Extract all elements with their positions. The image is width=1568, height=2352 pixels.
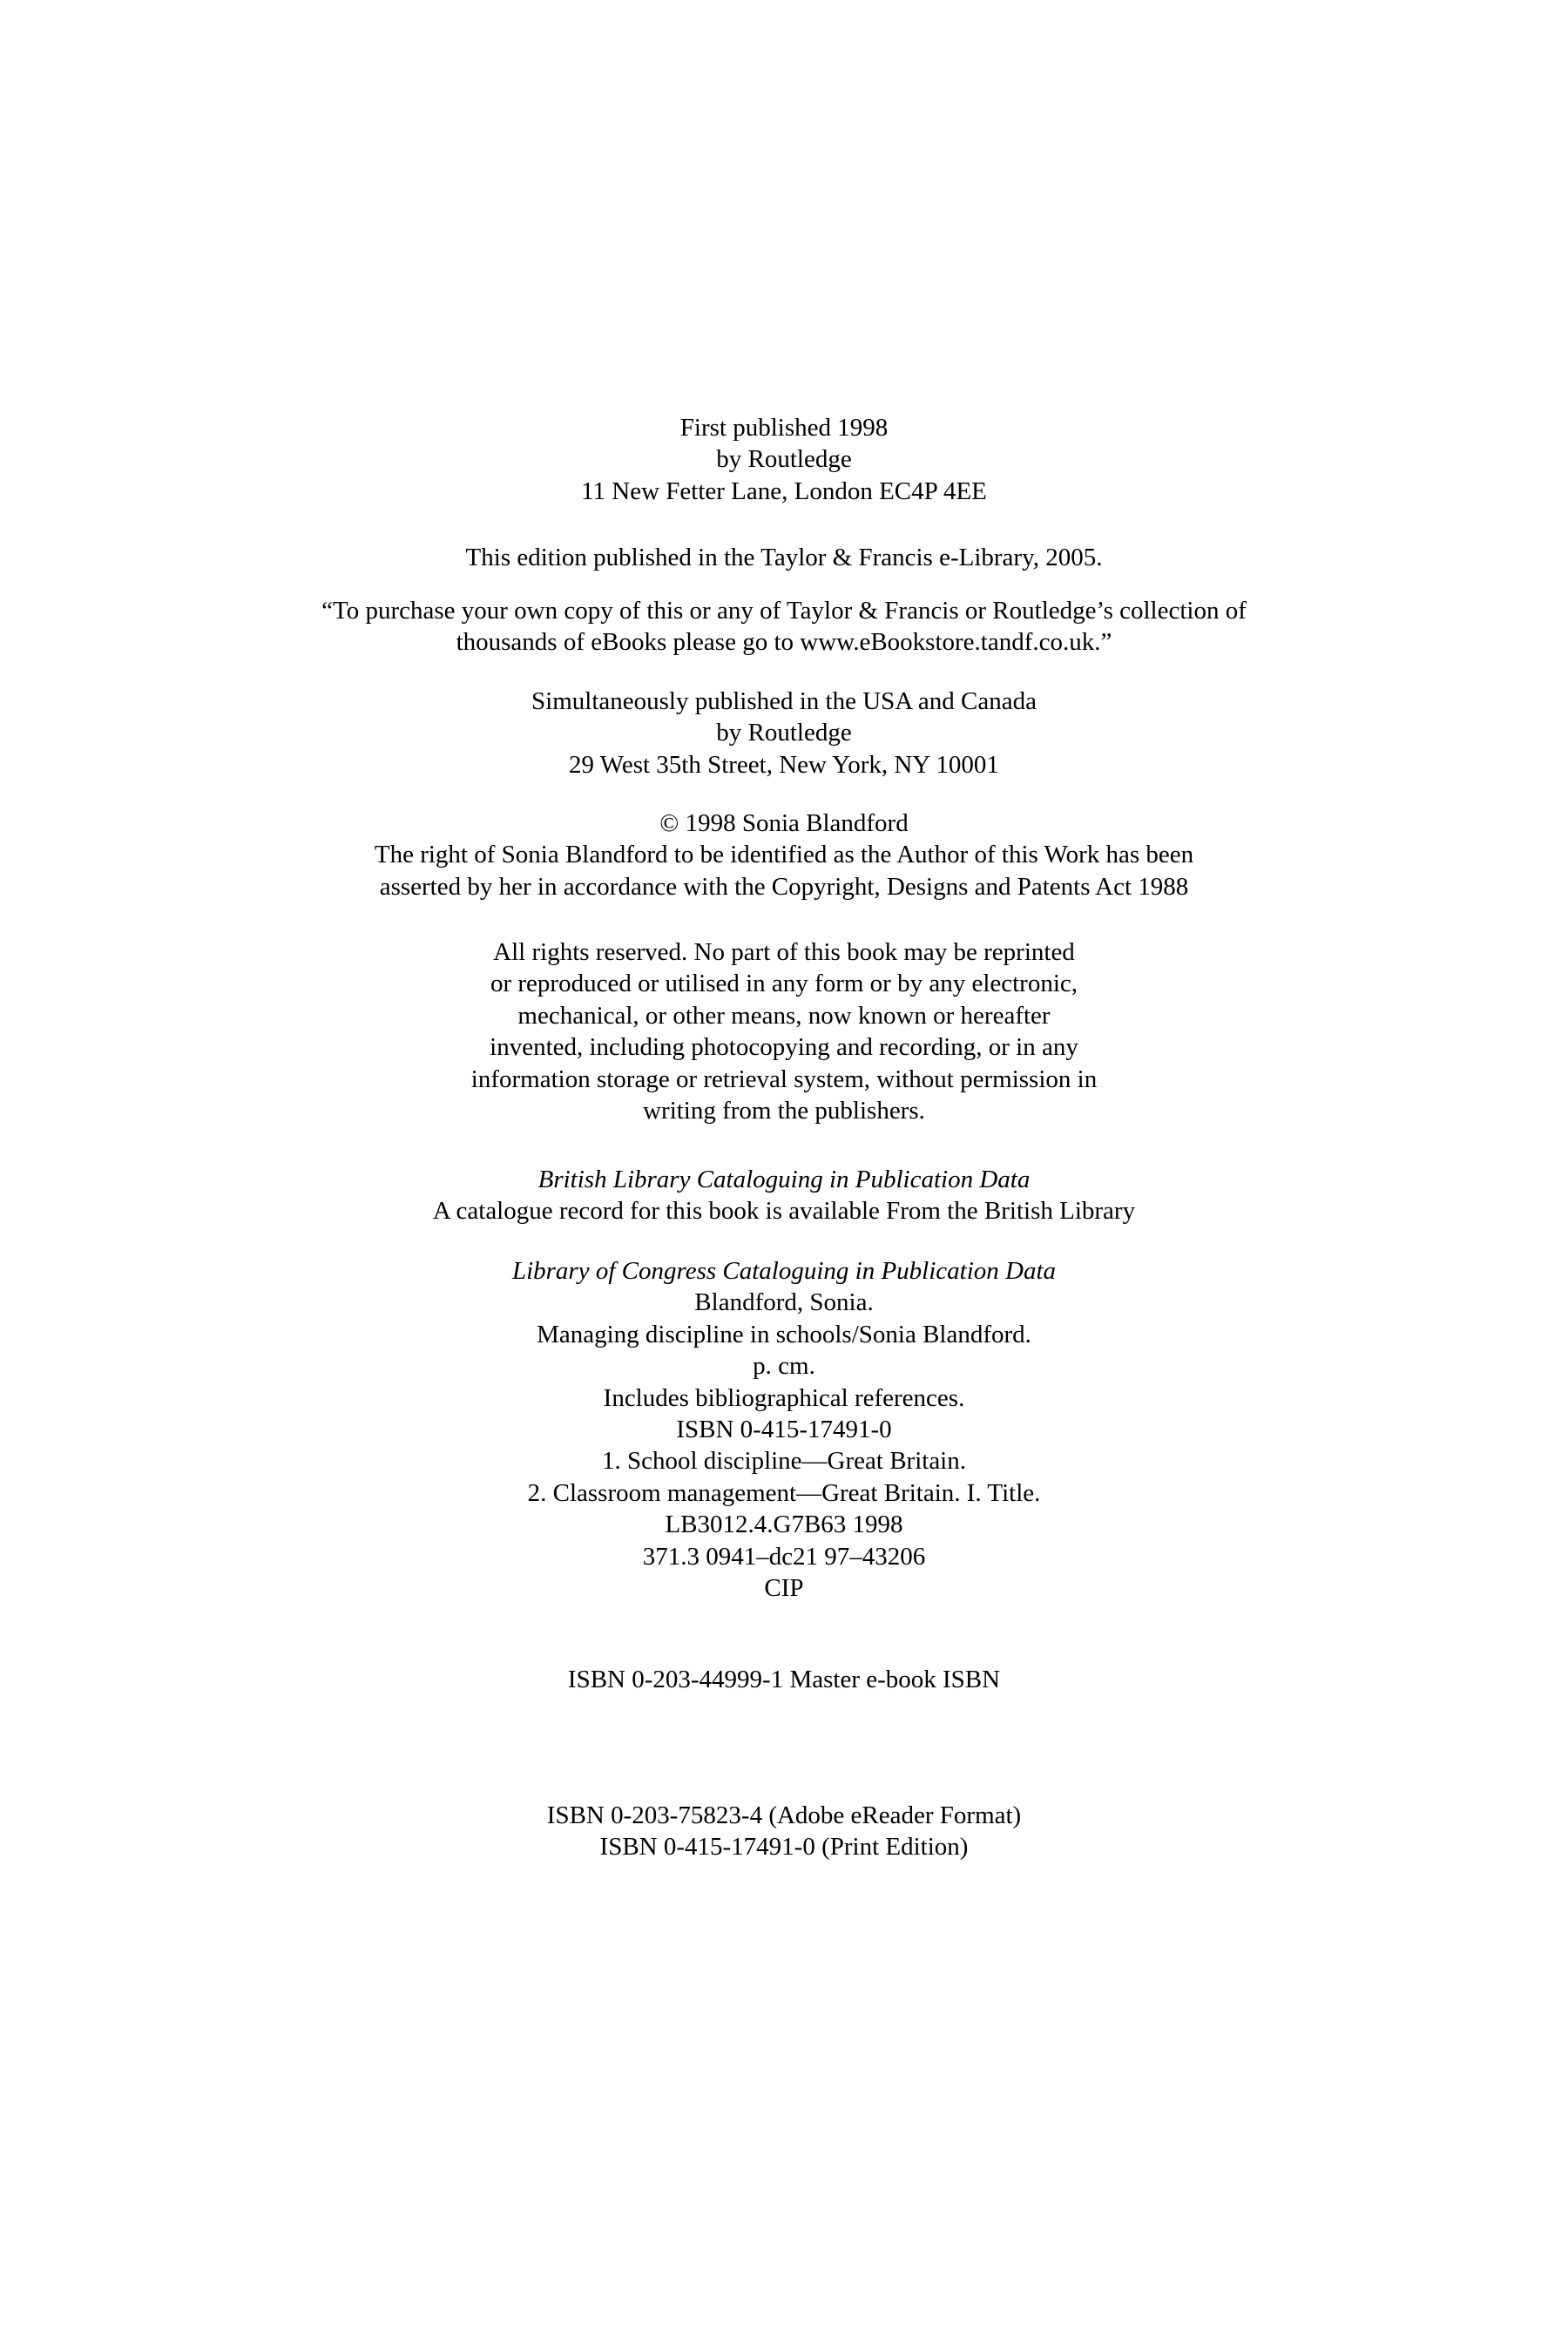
master-isbn-block: [0, 1664, 1568, 1695]
usa-publication-block: [0, 686, 1568, 781]
rights-reserved-line: mechanical, or other means, now known or hereafter: [517, 1001, 1051, 1030]
rights-reserved-line: or reproduced or utilised in any form or by any electronic,: [490, 970, 1078, 998]
cataloguing-line: LB3012.4.G7B63 1998: [665, 1511, 903, 1539]
library-of-congress-block: [0, 1255, 1568, 1604]
rights-reserved-line: writing from the publishers.: [643, 1097, 925, 1125]
cataloguing-line: 371.3 0941–dc21 97–43206: [642, 1542, 926, 1571]
library-of-congress-heading: Library of Congress Cataloguing in Publication Data: [511, 1257, 1057, 1285]
usa-publication-line: 29 West 35th Street, New York, NY 10001: [569, 750, 999, 779]
edition-note: This edition published in the Taylor & Francis e-Library, 2005.: [465, 544, 1103, 571]
cataloguing-line: 2. Classroom management—Great Britain. I. Title.: [527, 1478, 1041, 1507]
purchase-note-line: “To purchase your own copy of this or any of Taylor & Francis or Routledge’s collection of: [321, 597, 1247, 625]
copyright-block: [0, 808, 1568, 902]
first-publication-line: 11 New Fetter Lane, London EC4P 4EE: [581, 476, 987, 505]
cataloguing-line: Includes bibliographical references.: [603, 1383, 965, 1412]
first-publication-line: by Routledge: [716, 445, 852, 474]
isbn-line: ISBN 0-415-17491-0 (Print Edition): [599, 1833, 969, 1862]
british-library-text: A catalogue record for this book is available From the British Library: [432, 1197, 1136, 1226]
first-publication-block: [0, 412, 1568, 507]
edition-note-block: [0, 542, 1568, 573]
master-isbn: ISBN 0-203-44999-1 Master e-book ISBN: [567, 1666, 1001, 1693]
rights-reserved-line: All rights reserved. No part of this book may be reprinted: [493, 938, 1075, 966]
cataloguing-line: Blandford, Sonia.: [694, 1288, 874, 1317]
cataloguing-line: 1. School discipline—Great Britain.: [601, 1447, 966, 1476]
cataloguing-line: Managing discipline in schools/Sonia Blandford.: [537, 1320, 1031, 1348]
rights-reserved-line: invented, including photocopying and recording, or in any: [490, 1033, 1078, 1062]
copyright-line: asserted by her in accordance with the Copyright, Designs and Patents Act 1988: [379, 872, 1189, 901]
cataloguing-line: CIP: [764, 1574, 804, 1603]
british-library-block: [0, 1164, 1568, 1227]
purchase-note-block: [0, 595, 1568, 659]
rights-reserved-line: information storage or retrieval system, without permission in: [470, 1064, 1098, 1093]
cataloguing-line: ISBN 0-415-17491-0: [676, 1416, 892, 1444]
copyright-line: The right of Sonia Blandford to be identified as the Author of this Work has been: [374, 841, 1194, 869]
british-library-heading: British Library Cataloguing in Publication Data: [537, 1166, 1031, 1193]
usa-publication-line: Simultaneously published in the USA and Canada: [531, 687, 1037, 715]
isbn-line: ISBN 0-203-75823-4 (Adobe eReader Format): [546, 1801, 1022, 1829]
cataloguing-line: p. cm.: [753, 1352, 815, 1381]
rights-reserved-block: [0, 936, 1568, 1126]
other-isbns-block: [0, 1800, 1568, 1863]
usa-publication-line: by Routledge: [716, 719, 852, 747]
purchase-note-line: thousands of eBooks please go to www.eBookstore.tandf.co.uk.”: [456, 628, 1112, 657]
copyright-line: © 1998 Sonia Blandford: [659, 809, 909, 837]
first-publication-line: First published 1998: [679, 414, 889, 442]
